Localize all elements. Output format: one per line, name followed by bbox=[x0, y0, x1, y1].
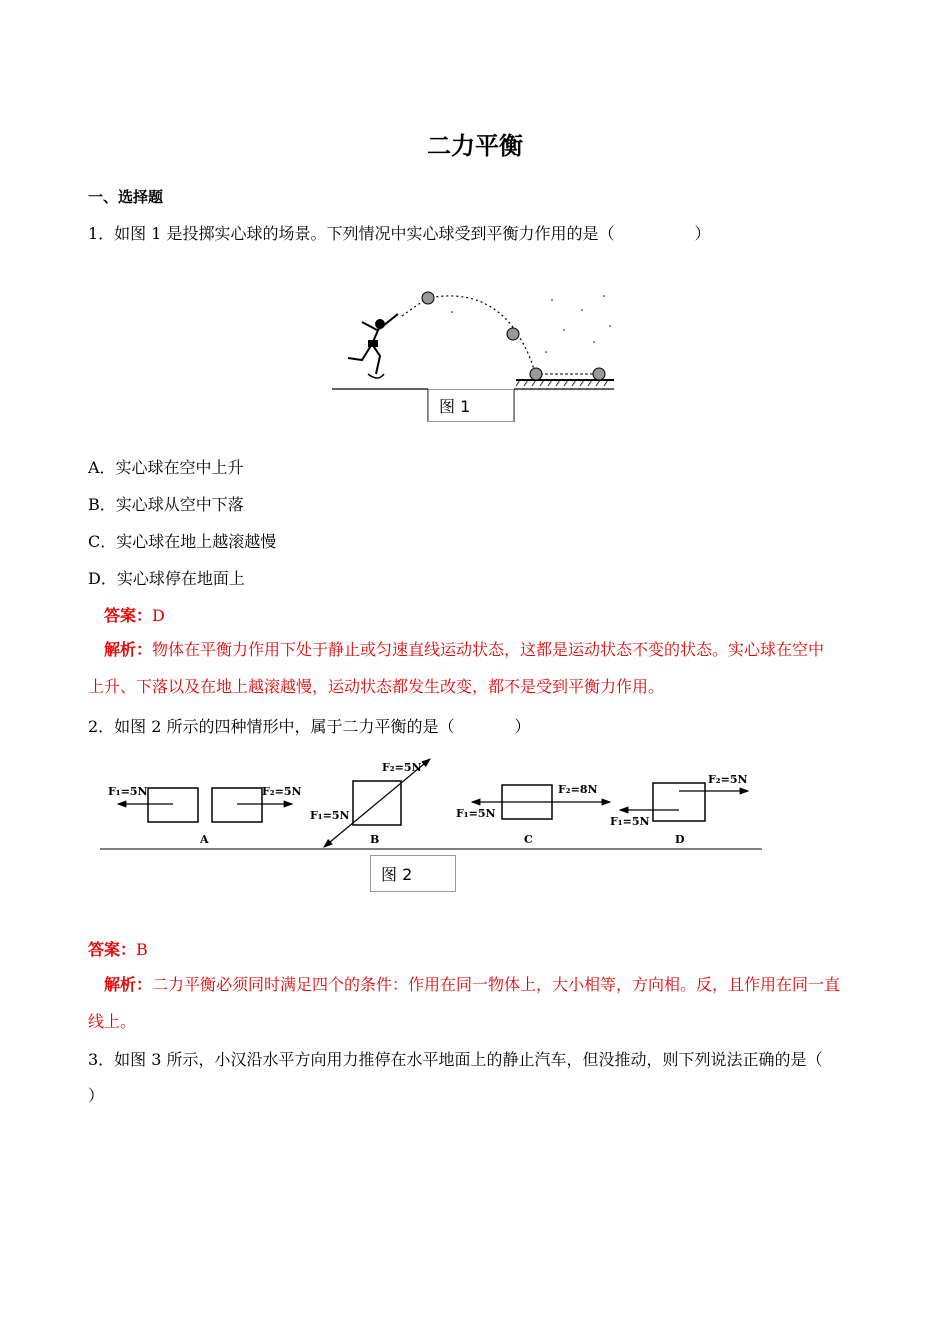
question-3-stem: 3．如图 3 所示，小汉沿水平方向用力推停在水平地面上的静止汽车，但没推动，则下列说法正确的是（ bbox=[88, 1050, 823, 1069]
analysis-line-1: 物体在平衡力作用下处于静止或匀速直线运动状态，这都是运动状态不变的状态。实心球在空中 bbox=[152, 640, 825, 659]
option-c: C．实心球在地上越滚越慢 bbox=[88, 532, 277, 551]
question-1-answer bbox=[104, 603, 165, 626]
option-a: A．实心球在空中上升 bbox=[88, 458, 244, 477]
question-2-stem bbox=[88, 714, 531, 737]
analysis-label: 解析： bbox=[104, 975, 153, 994]
analysis-line-1: 二力平衡必须同时满足四个的条件：作用在同一物体上，大小相等，方向相。反，且作用在同一直 bbox=[152, 975, 841, 994]
answer-label: 答案： bbox=[88, 940, 137, 959]
panel-b-f1: F₁=5N bbox=[310, 809, 350, 822]
figure-1-caption: 图 1 bbox=[428, 389, 514, 422]
option-b: B．实心球从空中下落 bbox=[88, 495, 244, 514]
panel-a-f2: F₂=5N bbox=[262, 785, 302, 798]
analysis-line-2: 上升、下落以及在地上越滚越慢，运动状态都发生改变，都不是受到平衡力作用。 bbox=[88, 677, 665, 696]
option-d: D．实心球停在地面上 bbox=[88, 569, 245, 588]
question-1-analysis bbox=[88, 631, 868, 705]
panel-a-letter: A bbox=[200, 833, 209, 846]
question-2-text: 2．如图 2 所示的四种情形中，属于二力平衡的是（ bbox=[88, 717, 455, 736]
panel-c-letter: C bbox=[524, 833, 533, 846]
panel-c-f1: F₁=5N bbox=[456, 807, 496, 820]
answer-value: D bbox=[152, 606, 165, 625]
panel-d-letter: D bbox=[675, 833, 685, 846]
panel-d-f2: F₂=5N bbox=[708, 773, 748, 786]
question-3-close: ） bbox=[88, 1086, 105, 1105]
panel-b-f2: F₂=5N bbox=[382, 761, 422, 774]
question-2-analysis bbox=[88, 966, 868, 1040]
analysis-label: 解析： bbox=[104, 640, 153, 659]
question-2-close: ） bbox=[514, 717, 531, 736]
panel-c-f2: F₂=8N bbox=[558, 783, 598, 796]
answer-label: 答案： bbox=[104, 606, 153, 625]
figure-2-caption: 图 2 bbox=[370, 855, 456, 892]
answer-value: B bbox=[136, 940, 148, 959]
panel-d-f1: F₁=5N bbox=[610, 815, 650, 828]
page-title: 二力平衡 bbox=[427, 132, 523, 160]
figure-1 bbox=[332, 286, 622, 428]
question-2-answer bbox=[88, 937, 148, 960]
question-1-text: 1．如图 1 是投掷实心球的场景。下列情况中实心球受到平衡力作用的是（ bbox=[88, 224, 615, 243]
question-1-close: ） bbox=[694, 224, 711, 243]
panel-a-f1: F₁=5N bbox=[108, 785, 148, 798]
question-1-stem bbox=[88, 221, 711, 244]
section-heading: 一、选择题 bbox=[88, 188, 164, 206]
analysis-line-2: 线上。 bbox=[88, 1012, 137, 1031]
figure-2 bbox=[100, 755, 762, 899]
panel-b-letter: B bbox=[370, 833, 380, 846]
